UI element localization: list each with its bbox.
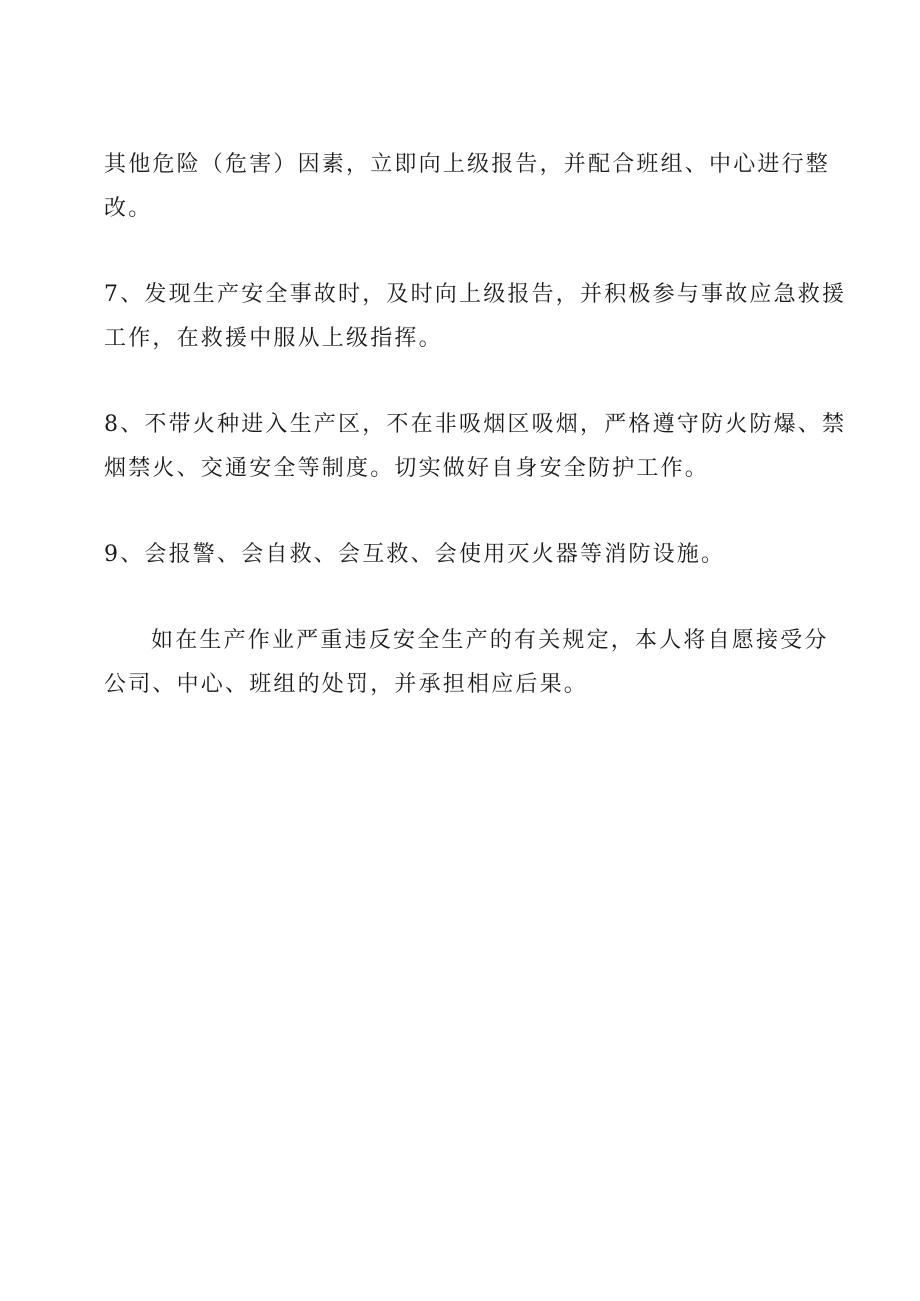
paragraph-line: 7、发现生产安全事故时，及时向上级报告，并积极参与事故应急救援	[104, 282, 847, 307]
paragraph-line: 其他危险（危害）因素，立即向上级报告，并配合班组、中心进行整	[104, 152, 831, 177]
paragraph-line: 烟禁火、交通安全等制度。切实做好自身安全防护工作。	[104, 456, 710, 481]
paragraph-line: 9、会报警、会自救、会互救、会使用灭火器等消防设施。	[104, 542, 726, 567]
paragraph-line: 改。	[104, 196, 153, 221]
paragraph-item-7	[104, 273, 847, 361]
paragraph-line: 工作，在救援中服从上级指挥。	[104, 326, 443, 351]
paragraph-commitment	[104, 619, 829, 707]
paragraph-line: 如在生产作业严重违反安全生产的有关规定，本人将自愿接受分	[151, 628, 829, 653]
paragraph-line: 公司、中心、班组的处罚，并承担相应后果。	[104, 672, 589, 697]
paragraph-line: 8、不带火种进入生产区，不在非吸烟区吸烟，严格遵守防火防爆、禁	[104, 412, 847, 437]
paragraph-item-8	[104, 403, 847, 491]
paragraph-item-9	[104, 533, 814, 577]
document-body	[104, 143, 847, 749]
paragraph-hazard-report	[104, 143, 831, 231]
